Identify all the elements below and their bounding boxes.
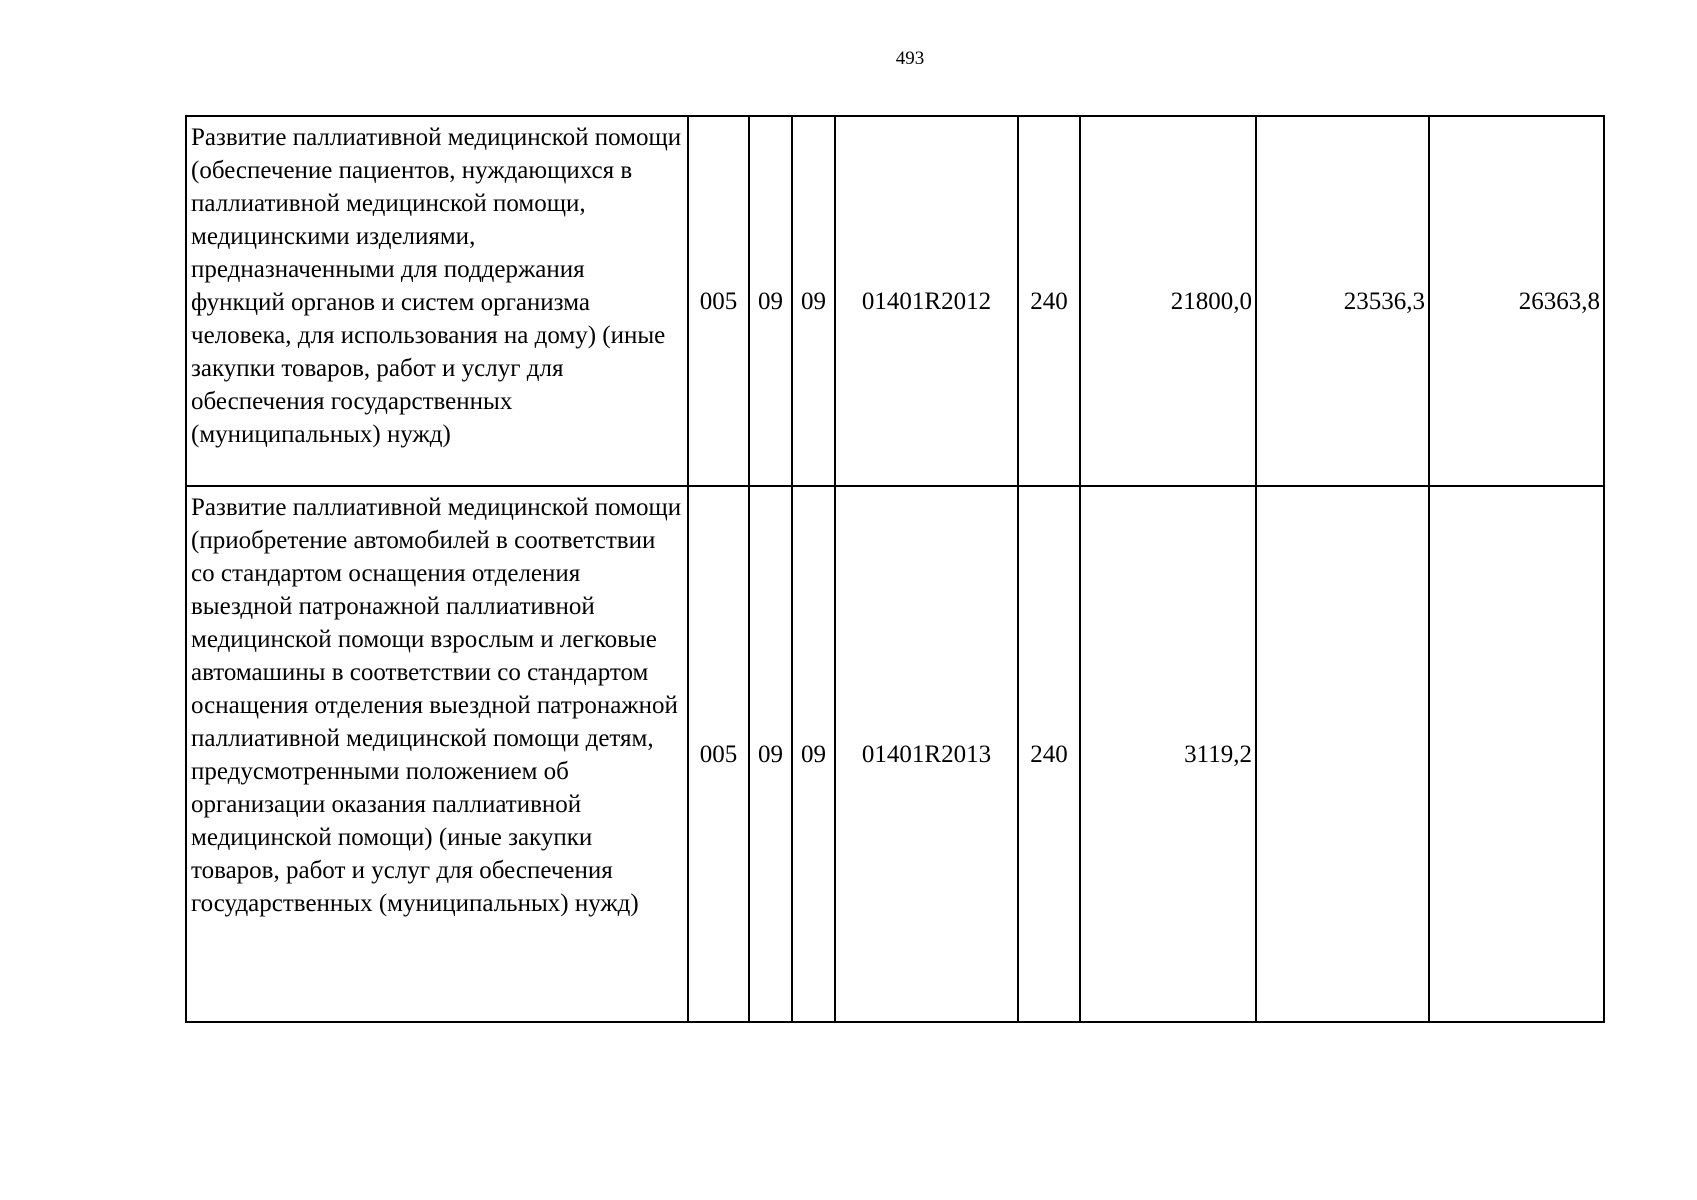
expense-type-code: 240 [1018,486,1080,1022]
ministry-code: 005 [688,486,749,1022]
amount-3 [1429,486,1604,1022]
amount-3: 26363,8 [1429,116,1604,486]
subsection-code: 09 [792,486,835,1022]
row-description: Развитие паллиативной медицинской помощи (обеспечение пациентов, нуждающихся в паллиативной медицинской помощи, медицинскими изделиями, предназначенными для поддержания функций органов и систем организма человека, для использования на дому) (иные закупки товаров, работ и услуг для обеспечения государственных (муниципальных) нужд) [186,116,688,486]
table-row [186,486,1604,1022]
section-code: 09 [749,116,792,486]
target-article-code: 01401R2013 [835,486,1018,1022]
amount-2 [1256,486,1429,1022]
table-row [186,116,1604,486]
ministry-code: 005 [688,116,749,486]
section-code: 09 [749,486,792,1022]
page-number: 493 [895,48,925,69]
target-article-code: 01401R2012 [835,116,1018,486]
row-description: Развитие паллиативной медицинской помощи (приобретение автомобилей в соответствии со стандартом оснащения отделения выездной патронажной паллиативной медицинской помощи взрослым и легковые автомашины в соответствии со стандартом оснащения отделения выездной патронажной паллиативной медицинской помощи детям, предусмотренными положением об организации оказания паллиативной медицинской помощи) (иные закупки товаров, работ и услуг для обеспечения государственных (муниципальных) нужд) [186,486,688,1022]
amount-2: 23536,3 [1256,116,1429,486]
expense-type-code: 240 [1018,116,1080,486]
amount-1: 3119,2 [1080,486,1256,1022]
budget-table [185,115,1605,1023]
amount-1: 21800,0 [1080,116,1256,486]
subsection-code: 09 [792,116,835,486]
